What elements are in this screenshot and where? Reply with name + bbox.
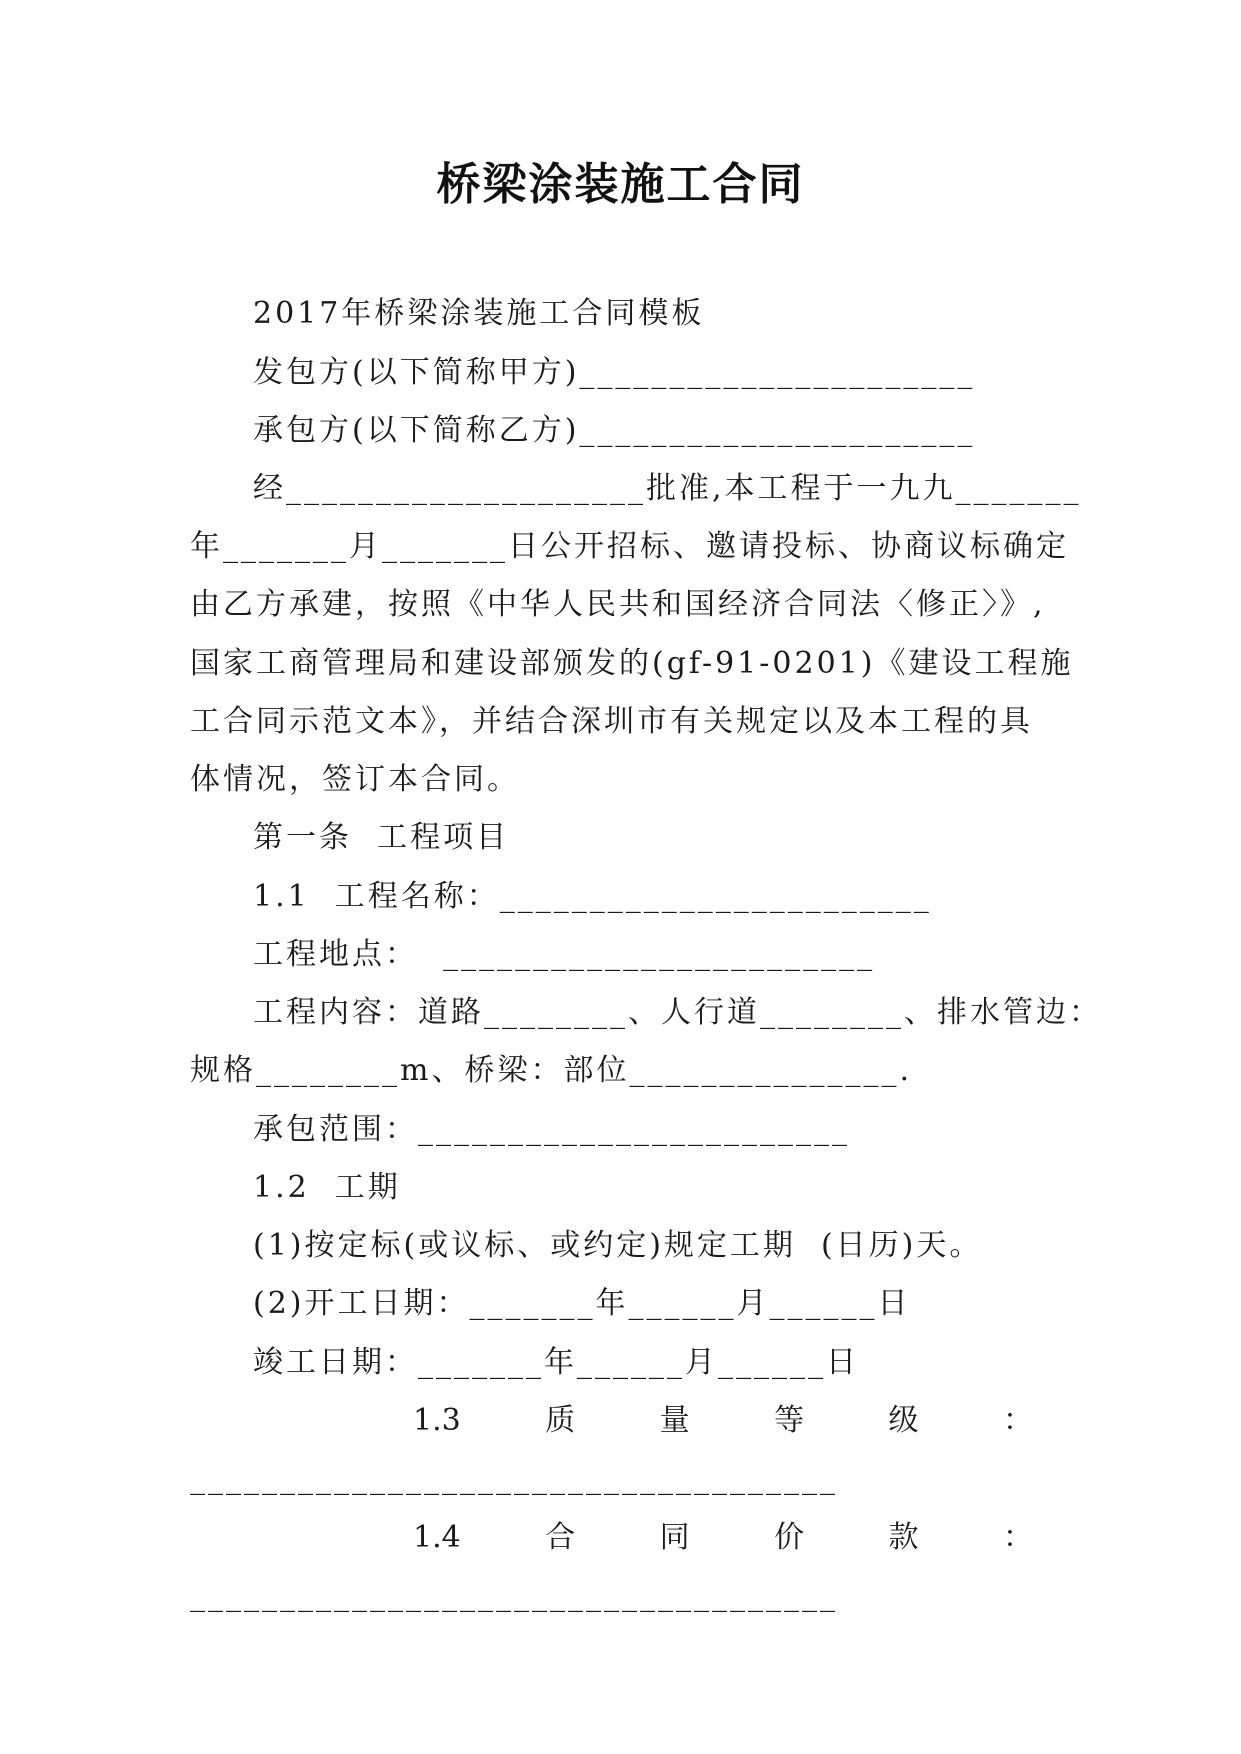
project-name-line: 1.1 工程名称：________________________ <box>253 879 932 914</box>
spread-token: 价 <box>774 1520 805 1555</box>
body-line: 体情况，签订本合同。 <box>190 762 520 797</box>
spread-token: 级 <box>888 1403 919 1438</box>
spread-token: 同 <box>659 1520 690 1555</box>
blank-line: ____________________________________ <box>190 1461 838 1496</box>
section-heading: 1.2 工期 <box>253 1170 401 1205</box>
blank-line: ____________________________________ <box>190 1578 838 1613</box>
start-date-line: (2)开工日期：_______年______月______日 <box>253 1286 911 1321</box>
spread-token: 质 <box>545 1403 576 1438</box>
project-content-line: 规格________m、桥梁：部位_______________. <box>190 1053 912 1088</box>
party-a-line: 发包方(以下简称甲方)______________________ <box>253 355 976 390</box>
spread-token: ： <box>1002 1403 1033 1438</box>
spread-token: 量 <box>659 1403 690 1438</box>
spread-token: 合 <box>545 1520 576 1555</box>
article-heading: 第一条 工程项目 <box>253 820 510 855</box>
project-location-line: 工程地点： ________________________ <box>253 937 876 972</box>
body-line: 工合同示范文本》，并结合深圳市有关规定以及本工程的具 <box>190 704 1033 739</box>
contract-price-line <box>413 1518 1033 1558</box>
subtitle-line: 2017年桥梁涂装施工合同模板 <box>253 296 705 331</box>
party-b-line: 承包方(以下简称乙方)______________________ <box>253 413 976 448</box>
spread-token: 1.4 <box>413 1520 461 1555</box>
body-line: 国家工商管理局和建设部颁发的(gf-91-0201)《建设工程施 <box>190 646 1074 681</box>
quality-grade-line <box>413 1401 1033 1441</box>
body-line: 年_______月_______日公开招标、邀请投标、协商议标确定 <box>190 529 1069 564</box>
body-line: 由乙方承建，按照《中华人民共和国经济合同法〈修正〉》, <box>190 587 1046 622</box>
spread-token: 等 <box>774 1403 805 1438</box>
body-line: 经____________________批准,本工程于一九九_______ <box>253 471 1082 506</box>
duration-line: (1)按定标(或议标、或约定)规定工期 (日历)天。 <box>253 1228 983 1263</box>
project-content-line: 工程内容：道路________、人行道________、排水管边： <box>253 995 1102 1030</box>
document-title: 桥梁涂装施工合同 <box>436 159 805 210</box>
spread-token: ： <box>1002 1520 1033 1555</box>
completion-date-line: 竣工日期：_______年______月______日 <box>253 1345 859 1380</box>
spread-token: 1.3 <box>413 1403 461 1438</box>
spread-token: 款 <box>888 1520 919 1555</box>
scope-line: 承包范围：________________________ <box>253 1112 850 1147</box>
